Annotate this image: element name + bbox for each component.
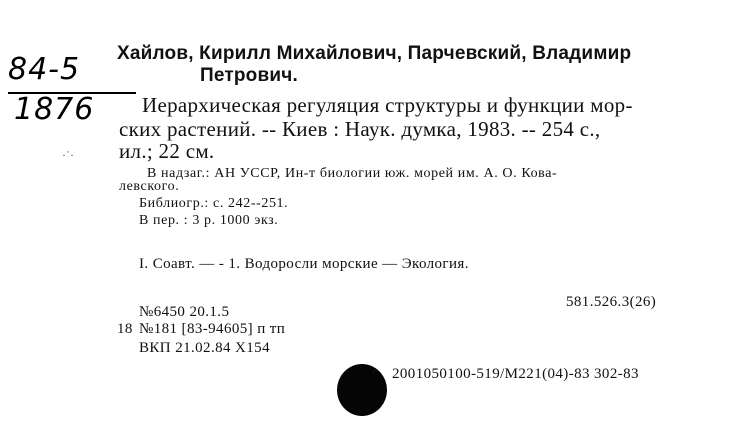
authors-line-1: Хайлов, Кирилл Михайлович, Парчевский, Владимир — [117, 43, 632, 64]
shelfmark-top: 84-5 — [8, 52, 81, 87]
punched-hole — [337, 364, 387, 416]
order-prefix: 18 — [117, 321, 133, 337]
title-line-2: ских растений. -- Киев : Наук. думка, 1983. -- 254 с., — [119, 117, 601, 141]
title-line-1: Иерархическая регуляция структуры и функции мор- — [142, 93, 633, 117]
udc-code: 581.526.3(26) — [566, 294, 657, 310]
catalog-code: 2001050100-519/М221(04)-83 302-83 — [392, 366, 639, 382]
binding-price-print-run: В пер. : 3 р. 1000 экз. — [139, 213, 279, 228]
shelfmark-bottom: 1876 — [14, 92, 95, 127]
bibliography-note: Библиогр.: с. 242--251. — [139, 196, 289, 211]
ink-speck: ·˙· — [62, 148, 74, 162]
subject-headings: I. Соавт. — - 1. Водоросли морские — Экология. — [139, 256, 469, 272]
authors-line-2: Петрович. — [200, 65, 298, 86]
order-number: №181 [83-94605] п тп — [139, 321, 286, 337]
small-mark: × — [371, 364, 379, 378]
note-line-1: В надзаг.: АН УССР, Ин-т биологии юж. морей им. А. О. Кова- — [147, 166, 558, 181]
title-line-3: ил.; 22 см. — [119, 139, 215, 163]
vkp-line: ВКП 21.02.84 X154 — [139, 340, 270, 356]
card-number: №6450 20.1.5 — [139, 304, 230, 320]
note-line-2: левского. — [119, 179, 180, 194]
